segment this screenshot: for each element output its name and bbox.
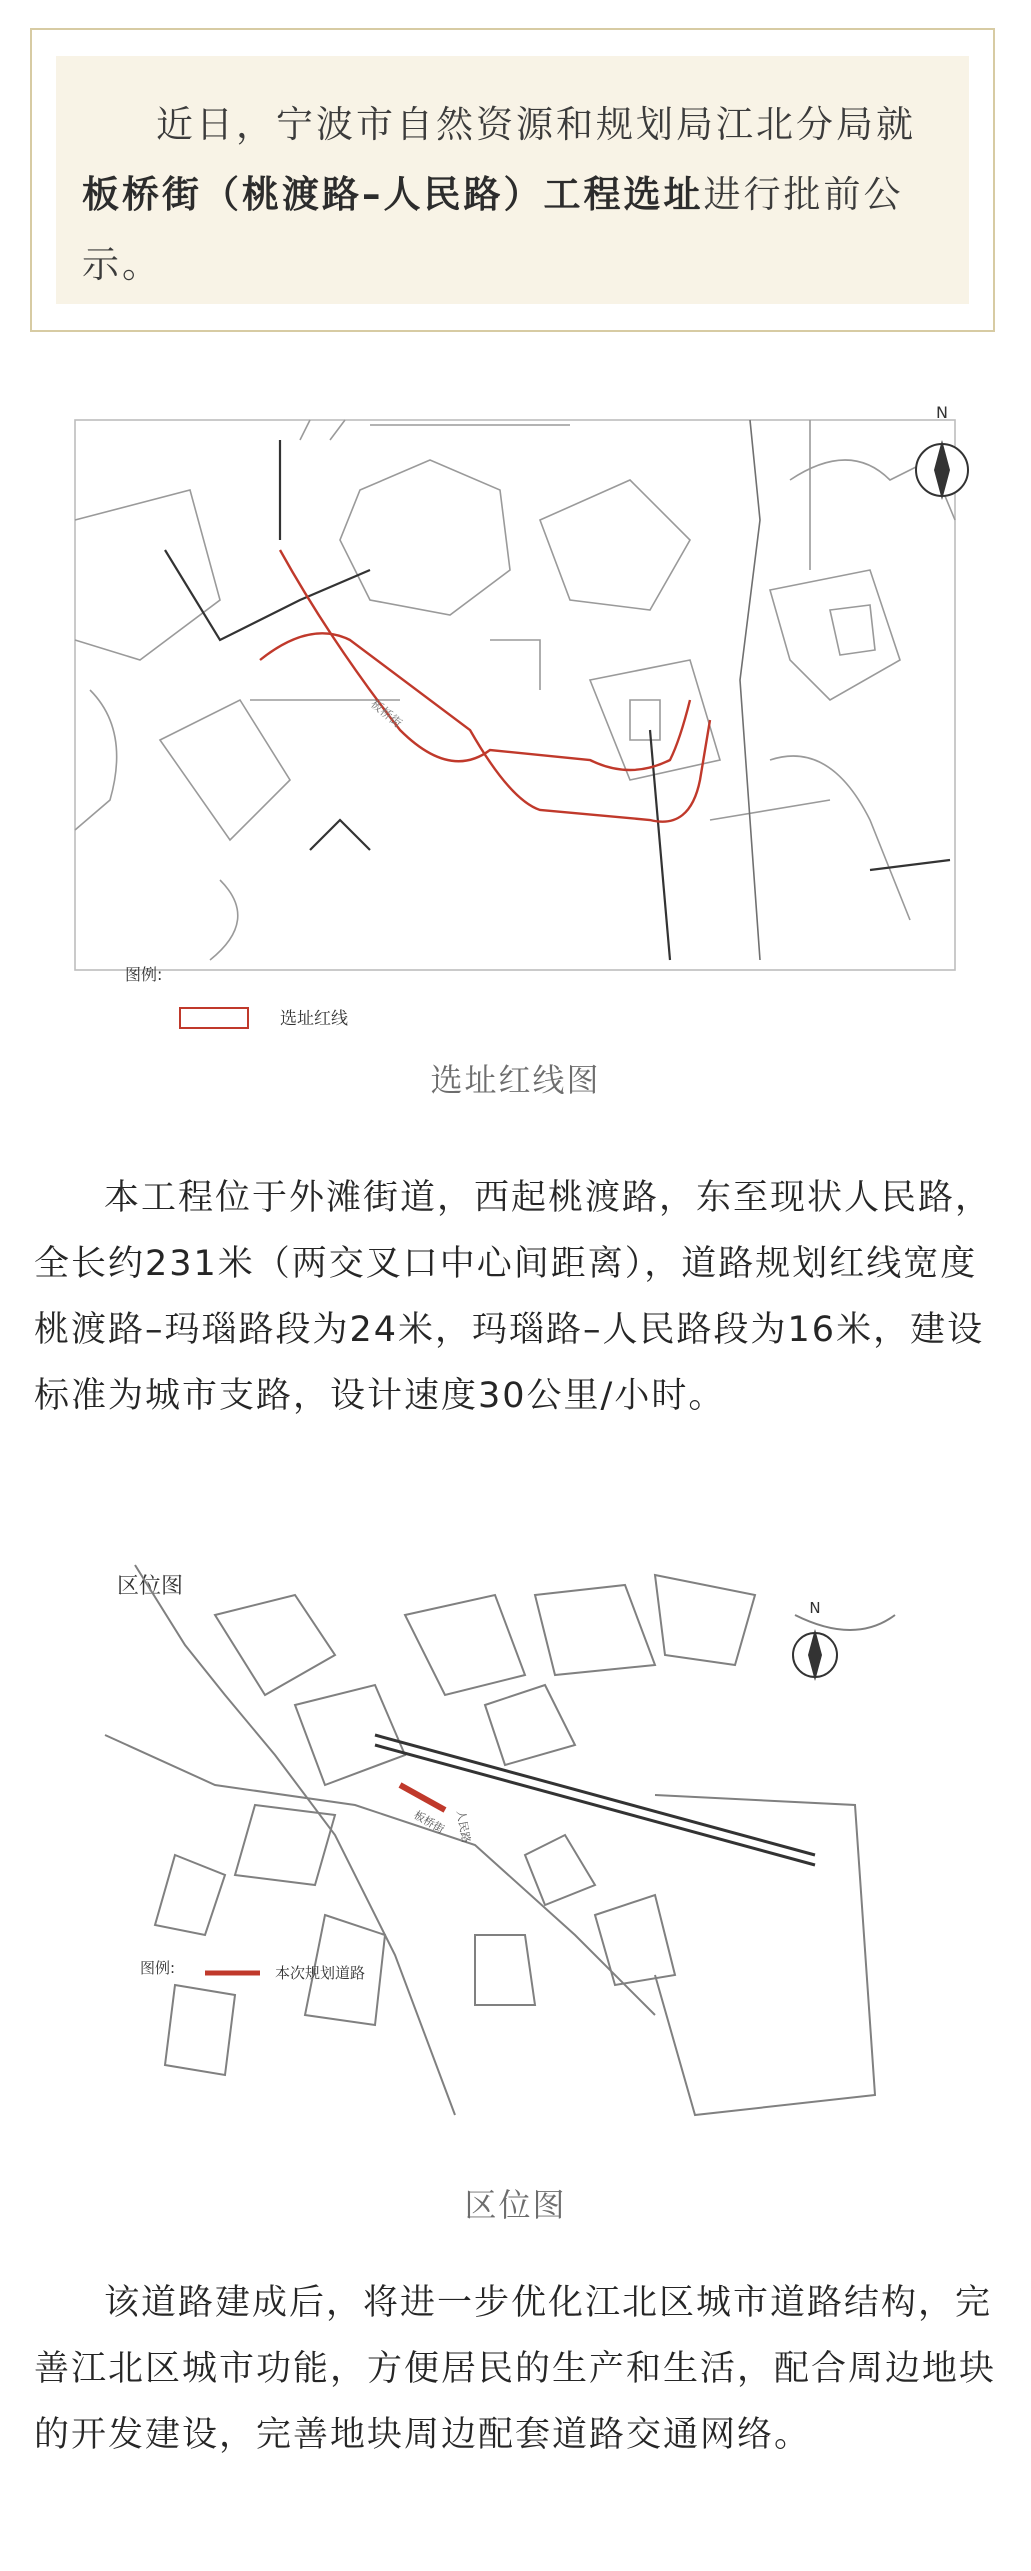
intro-prefix: 近日，宁波市自然资源和规划局江北分局就 — [156, 103, 916, 146]
legend-item: 选址红线 — [280, 1009, 348, 1029]
map2-caption: 区位图 — [464, 2186, 567, 2224]
intro-box — [30, 28, 995, 332]
location-map-drawing — [95, 1555, 925, 2155]
road-label-renmin: 人民路 — [454, 1809, 473, 1845]
map1-caption: 选址红线图 — [430, 1061, 601, 1099]
project-benefit: 该道路建成后，将进一步优化江北区城市道路结构，完善江北区城市功能，方便居民的生产和生活，配合周边地块的开发建设，完善地块周边配套道路交通网络。 — [34, 2283, 997, 2455]
legend-title: 图例: — [125, 965, 163, 984]
north-label: N — [936, 403, 948, 422]
legend-swatch — [180, 1008, 248, 1028]
legend-item-2: 本次规划道路 — [275, 1964, 366, 1982]
north-arrow-icon — [916, 403, 968, 500]
location-map-title: 区位图 — [117, 1574, 184, 1599]
planned-road — [400, 1785, 445, 1810]
site-redline-map-drawing — [70, 400, 970, 1040]
legend-title-2: 图例: — [140, 1959, 176, 1977]
project-description: 本工程位于外滩街道，西起桃渡路，东至现状人民路，全长约231米（两交叉口中心间距离），道路规划红线宽度桃渡路–玛瑙路段为24米，玛瑙路–人民路段为16米，建设标准为城市支路，设计速度30公里/小时。 — [34, 1178, 993, 1416]
intro-paragraph — [82, 90, 943, 300]
intro-suffix: 进行批前公示。 — [82, 173, 904, 286]
north-label-2: N — [809, 1599, 821, 1617]
road-label: 板桥街 — [368, 696, 405, 731]
intro-box-inner — [56, 56, 969, 304]
road-label-banqiao: 板桥街 — [411, 1808, 447, 1837]
site-redline-map — [70, 400, 970, 1040]
location-map — [95, 1555, 925, 2155]
north-arrow-icon-2 — [793, 1599, 837, 1681]
intro-highlight: 板桥街（桃渡路–人民路）工程选址 — [82, 173, 704, 216]
